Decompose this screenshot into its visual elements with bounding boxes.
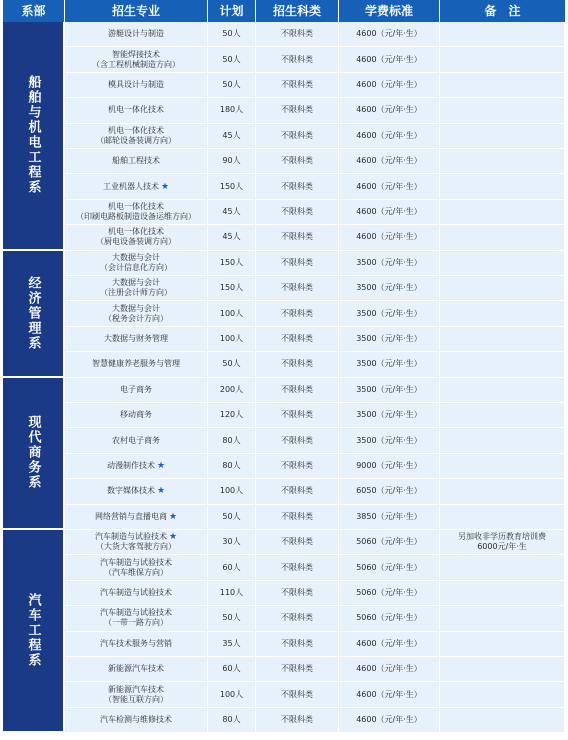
- fee-cell: 4600（元/年·生）: [339, 22, 440, 47]
- fee-cell: 4600（元/年·生）: [339, 225, 440, 250]
- major-cell: [65, 22, 208, 47]
- note-cell: [440, 200, 565, 225]
- plan-cell: 50人: [208, 22, 256, 47]
- major-text: [104, 334, 168, 344]
- major-direction: （一带一路方向）: [104, 618, 168, 628]
- major-name: 网络营销与直播电商: [94, 511, 167, 521]
- major-text: [108, 664, 164, 674]
- category-cell: 不限科类: [256, 327, 339, 352]
- major-text: [100, 608, 172, 628]
- fee-cell: 3500（元/年·生）: [339, 276, 440, 301]
- category-cell: 不限科类: [256, 174, 339, 199]
- major-text: [107, 461, 165, 471]
- plan-cell: 120人: [208, 403, 256, 428]
- major-cell: [65, 454, 208, 479]
- major-name: 汽车制造与试验技术: [100, 608, 172, 618]
- fee-cell: 4600（元/年·生）: [339, 174, 440, 199]
- major-cell: [65, 555, 208, 580]
- header-fee: 学费标准: [339, 0, 440, 22]
- major-name: 大数据与财务管理: [104, 333, 168, 343]
- fee-cell: 4600（元/年·生）: [339, 149, 440, 174]
- major-text: [92, 50, 180, 70]
- star-icon: ★: [168, 511, 178, 522]
- note-cell: [440, 22, 565, 47]
- fee-cell: 5060（元/年·生）: [339, 530, 440, 555]
- note-cell: [440, 301, 565, 326]
- table-row: [65, 555, 565, 580]
- major-text: [112, 156, 160, 166]
- major-name: 数字媒体技术: [106, 486, 155, 496]
- plan-cell: 45人: [208, 124, 256, 149]
- plan-cell: 90人: [208, 149, 256, 174]
- major-name: 模具设计与制造: [108, 79, 164, 89]
- major-name: 汽车制造与试验技术: [100, 557, 172, 567]
- note-cell: [440, 276, 565, 301]
- fee-cell: 4600（元/年·生）: [339, 200, 440, 225]
- category-cell: 不限科类: [256, 479, 339, 504]
- table-row: [65, 276, 565, 301]
- major-name: 船舶工程技术: [112, 156, 160, 166]
- major-cell: [65, 708, 208, 733]
- major-text: [104, 304, 168, 324]
- plan-cell: 35人: [208, 632, 256, 657]
- plan-cell: 80人: [208, 454, 256, 479]
- department-cell: [3, 251, 63, 378]
- major-cell: [65, 657, 208, 682]
- category-cell: 不限科类: [256, 657, 339, 682]
- major-name: 动漫制作技术: [106, 460, 155, 470]
- note-cell: [440, 581, 565, 606]
- major-direction: （注册会计师方向）: [100, 288, 172, 298]
- table-row: [65, 47, 565, 72]
- major-text: [108, 29, 164, 39]
- plan-cell: 150人: [208, 251, 256, 276]
- note-cell: [440, 606, 565, 631]
- major-direction: （含工程机械制造方向）: [92, 59, 180, 69]
- category-cell: 不限科类: [256, 403, 339, 428]
- table-row: [65, 200, 565, 225]
- plan-cell: 100人: [208, 682, 256, 707]
- major-cell: [65, 327, 208, 352]
- category-cell: 不限科类: [256, 555, 339, 580]
- major-cell: [65, 479, 208, 504]
- note-cell: [440, 149, 565, 174]
- fee-cell: 5060（元/年·生）: [339, 555, 440, 580]
- major-direction: （汽车维保方向）: [104, 567, 168, 577]
- major-text: [103, 182, 169, 192]
- major-cell: [65, 251, 208, 276]
- major-name: 大数据与会计: [112, 303, 160, 313]
- major-text: [100, 639, 172, 649]
- department-name: 船舶与机电工程系: [25, 75, 41, 196]
- major-cell: [65, 352, 208, 377]
- major-name: 汽车制造与试验技术: [94, 532, 167, 542]
- header-category: 招生科类: [256, 0, 339, 22]
- plan-cell: 180人: [208, 98, 256, 123]
- plan-cell: 60人: [208, 555, 256, 580]
- note-cell: [440, 352, 565, 377]
- fee-cell: 4600（元/年·生）: [339, 682, 440, 707]
- note-cell: [440, 98, 565, 123]
- department-cell: [3, 22, 63, 251]
- category-cell: 不限科类: [256, 505, 339, 530]
- major-text: [120, 385, 152, 395]
- department-name: 经济管理系: [25, 275, 41, 351]
- plan-cell: 50人: [208, 505, 256, 530]
- plan-cell: 150人: [208, 174, 256, 199]
- major-cell: [65, 581, 208, 606]
- plan-cell: 100人: [208, 327, 256, 352]
- note-cell: [440, 47, 565, 72]
- category-cell: 不限科类: [256, 682, 339, 707]
- table-row: [65, 251, 565, 276]
- major-cell: [65, 632, 208, 657]
- major-name: 汽车检测与维修技术: [100, 714, 172, 724]
- major-text: [108, 105, 164, 115]
- major-cell: [65, 606, 208, 631]
- note-cell: [440, 124, 565, 149]
- major-direction: （智能互联方向）: [104, 694, 168, 704]
- major-text: [100, 278, 172, 298]
- note-cell: [440, 454, 565, 479]
- major-name: 机电一体化技术: [108, 227, 164, 237]
- plan-cell: 150人: [208, 276, 256, 301]
- major-cell: [65, 378, 208, 403]
- plan-cell: 45人: [208, 225, 256, 250]
- header-plan: 计划: [208, 0, 256, 22]
- category-cell: 不限科类: [256, 378, 339, 403]
- note-cell: [440, 225, 565, 250]
- note-cell: [440, 174, 565, 199]
- table-row: [65, 581, 565, 606]
- table-header: [3, 0, 565, 22]
- major-text: [100, 715, 172, 725]
- table-row: [65, 352, 565, 377]
- note-cell: [440, 403, 565, 428]
- major-name: 智能焊接技术: [112, 49, 160, 59]
- major-name: 新能源汽车技术: [108, 684, 164, 694]
- note-cell: [440, 632, 565, 657]
- major-name: 工业机器人技术: [102, 181, 159, 191]
- major-name: 电子商务: [120, 384, 152, 394]
- major-text: [100, 588, 172, 598]
- major-text: [76, 202, 196, 222]
- major-cell: [65, 124, 208, 149]
- table-row: [65, 149, 565, 174]
- major-text: [120, 410, 152, 420]
- note-cell: [440, 682, 565, 707]
- category-cell: 不限科类: [256, 200, 339, 225]
- fee-cell: 9000（元/年·生）: [339, 454, 440, 479]
- plan-cell: 110人: [208, 581, 256, 606]
- category-cell: 不限科类: [256, 428, 339, 453]
- table-row: [65, 403, 565, 428]
- category-cell: 不限科类: [256, 47, 339, 72]
- header-major: 招生专业: [65, 0, 208, 22]
- department-cell: [3, 530, 63, 733]
- table-row: [65, 530, 565, 555]
- major-text: [104, 685, 168, 705]
- note-cell: [440, 479, 565, 504]
- major-name: 汽车制造与试验技术: [100, 587, 172, 597]
- major-cell: [65, 225, 208, 250]
- note-cell: [440, 73, 565, 98]
- category-cell: 不限科类: [256, 708, 339, 733]
- major-text: [100, 253, 172, 273]
- major-name: 大数据与会计: [112, 252, 160, 262]
- fee-cell: 3500（元/年·生）: [339, 352, 440, 377]
- major-text: [96, 126, 176, 146]
- note-cell: [440, 505, 565, 530]
- fee-cell: 4600（元/年·生）: [339, 98, 440, 123]
- department-name: 现代商务系: [25, 415, 41, 491]
- table-row: [65, 682, 565, 707]
- fee-cell: 4600（元/年·生）: [339, 47, 440, 72]
- table-row: [65, 505, 565, 530]
- major-direction: （邮轮设备装调方向）: [96, 135, 176, 145]
- major-cell: [65, 276, 208, 301]
- fee-cell: 4600（元/年·生）: [339, 124, 440, 149]
- category-cell: 不限科类: [256, 581, 339, 606]
- category-cell: 不限科类: [256, 124, 339, 149]
- fee-cell: 5060（元/年·生）: [339, 606, 440, 631]
- category-cell: 不限科类: [256, 225, 339, 250]
- category-cell: 不限科类: [256, 98, 339, 123]
- major-name: 移动商务: [120, 410, 152, 420]
- table-row: [65, 657, 565, 682]
- table-row: [65, 124, 565, 149]
- fee-cell: 6050（元/年·生）: [339, 479, 440, 504]
- plan-cell: 50人: [208, 73, 256, 98]
- major-text: [108, 80, 164, 90]
- table-row: [65, 301, 565, 326]
- plan-cell: 45人: [208, 200, 256, 225]
- major-cell: [65, 403, 208, 428]
- major-cell: [65, 428, 208, 453]
- table-row: [65, 454, 565, 479]
- major-name: 机电一体化技术: [108, 105, 164, 115]
- header-note: 备 注: [484, 4, 521, 18]
- table-row: [65, 22, 565, 47]
- major-name: 游艇设计与制造: [108, 29, 164, 39]
- category-cell: 不限科类: [256, 301, 339, 326]
- major-name: 新能源汽车技术: [108, 664, 164, 674]
- table-row: [65, 98, 565, 123]
- category-cell: 不限科类: [256, 251, 339, 276]
- note-cell: [440, 327, 565, 352]
- major-cell: [65, 73, 208, 98]
- table-row: [65, 708, 565, 733]
- star-icon: ★: [156, 460, 166, 471]
- note-cell: [440, 555, 565, 580]
- category-cell: 不限科类: [256, 352, 339, 377]
- star-icon: ★: [168, 532, 178, 543]
- category-cell: 不限科类: [256, 632, 339, 657]
- major-text: [95, 532, 177, 552]
- category-cell: 不限科类: [256, 530, 339, 555]
- major-cell: [65, 682, 208, 707]
- note-cell: [440, 378, 565, 403]
- note-cell: 另加收非学历教育培训费6000元/年·生: [440, 530, 565, 555]
- plan-cell: 100人: [208, 301, 256, 326]
- category-cell: 不限科类: [256, 149, 339, 174]
- plan-cell: 50人: [208, 352, 256, 377]
- star-icon: ★: [160, 181, 170, 192]
- major-direction: （厨电设备装调方向）: [96, 237, 176, 247]
- fee-cell: 5060（元/年·生）: [339, 581, 440, 606]
- plan-cell: 50人: [208, 606, 256, 631]
- fee-cell: 3500（元/年·生）: [339, 378, 440, 403]
- category-cell: 不限科类: [256, 606, 339, 631]
- major-direction: （税务会计方向）: [104, 313, 168, 323]
- table-row: [65, 606, 565, 631]
- major-name: 汽车技术服务与营销: [100, 638, 172, 648]
- major-cell: [65, 174, 208, 199]
- table-row: [65, 479, 565, 504]
- major-name: 机电一体化技术: [108, 125, 164, 135]
- fee-cell: 3500（元/年·生）: [339, 403, 440, 428]
- major-name: 机电一体化技术: [108, 201, 164, 211]
- table-row: [65, 378, 565, 403]
- table-row: [65, 632, 565, 657]
- major-cell: [65, 149, 208, 174]
- fee-cell: 3500（元/年·生）: [339, 327, 440, 352]
- plan-cell: 80人: [208, 708, 256, 733]
- table-row: [65, 174, 565, 199]
- major-direction: （会计信息化方向）: [100, 262, 172, 272]
- major-cell: [65, 301, 208, 326]
- major-direction: （大货大客驾驶方向）: [95, 542, 176, 552]
- fee-cell: 3500（元/年·生）: [339, 251, 440, 276]
- major-name: 智慧健康养老服务与管理: [92, 359, 180, 369]
- plan-cell: 30人: [208, 530, 256, 555]
- major-text: [92, 359, 180, 369]
- category-cell: 不限科类: [256, 22, 339, 47]
- major-name: 农村电子商务: [112, 435, 160, 445]
- plan-cell: 200人: [208, 378, 256, 403]
- major-cell: [65, 98, 208, 123]
- major-cell: [65, 200, 208, 225]
- fee-cell: 4600（元/年·生）: [339, 657, 440, 682]
- table-row: [65, 428, 565, 453]
- major-cell: [65, 47, 208, 72]
- enrollment-table: [3, 0, 565, 740]
- major-direction: （印刷电路板制造设备运维方向）: [76, 211, 196, 221]
- major-cell: [65, 505, 208, 530]
- header-department: 系部: [3, 0, 65, 22]
- plan-cell: 100人: [208, 479, 256, 504]
- note-cell: [440, 251, 565, 276]
- plan-cell: 80人: [208, 428, 256, 453]
- category-cell: 不限科类: [256, 454, 339, 479]
- note-cell: [440, 428, 565, 453]
- major-text: [107, 486, 165, 496]
- major-text: [100, 558, 172, 578]
- fee-cell: 3500（元/年·生）: [339, 301, 440, 326]
- category-cell: 不限科类: [256, 276, 339, 301]
- fee-cell: 3850（元/年·生）: [339, 505, 440, 530]
- major-text: [96, 227, 176, 247]
- table-row: [65, 225, 565, 250]
- fee-cell: 4600（元/年·生）: [339, 73, 440, 98]
- fee-cell: 4600（元/年·生）: [339, 632, 440, 657]
- fee-cell: 4600（元/年·生）: [339, 708, 440, 733]
- table-row: [65, 73, 565, 98]
- note-cell: [440, 657, 565, 682]
- department-name: 汽车工程系: [25, 593, 41, 669]
- category-cell: 不限科类: [256, 73, 339, 98]
- fee-cell: 3500（元/年·生）: [339, 428, 440, 453]
- plan-cell: 60人: [208, 657, 256, 682]
- department-cell: [3, 378, 63, 530]
- plan-cell: 50人: [208, 47, 256, 72]
- table-row: [65, 327, 565, 352]
- star-icon: ★: [156, 486, 166, 497]
- major-cell: [65, 530, 208, 555]
- note-cell: [440, 708, 565, 733]
- major-name: 大数据与会计: [112, 278, 160, 288]
- major-text: [95, 512, 177, 522]
- major-text: [112, 436, 160, 446]
